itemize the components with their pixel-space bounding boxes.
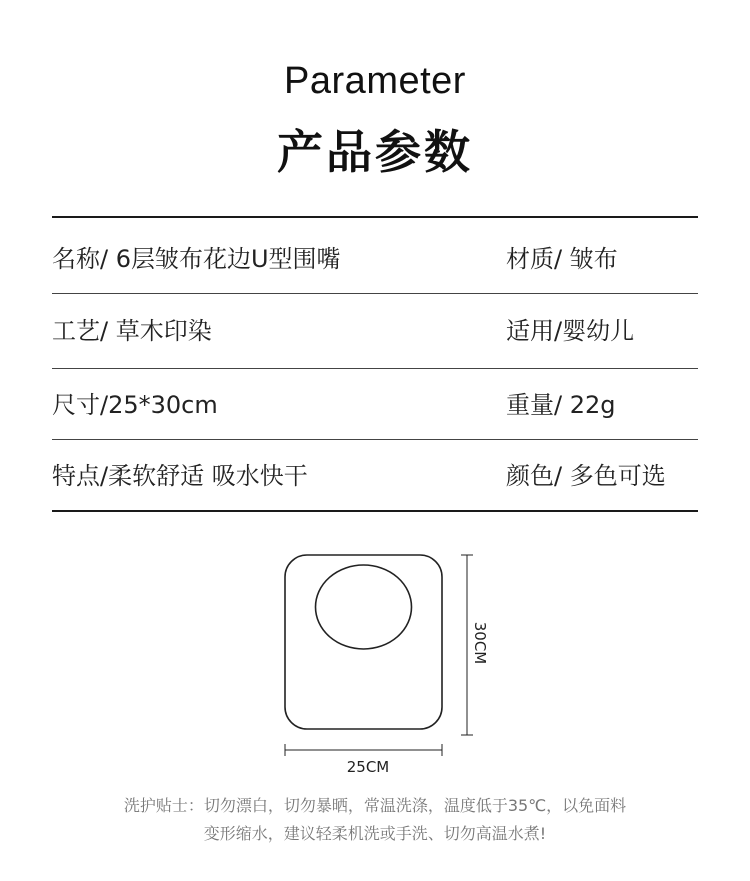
param-suitable: 适用/婴幼儿: [506, 317, 635, 345]
param-size: 尺寸/25*30cm: [52, 391, 218, 419]
bib-size-diagram: [270, 545, 490, 780]
param-name: 名称/ 6层皱布花边U型围嘴: [52, 245, 341, 273]
param-craft: 工艺/ 草木印染: [52, 317, 212, 345]
bib-neck-hole: [316, 565, 412, 649]
param-features: 特点/柔软舒适 吸水快干: [52, 462, 308, 490]
care-line-1: 洗护贴士：切勿漂白，切勿暴晒，常温洗涤，温度低于35℃，以免面料: [123, 796, 627, 815]
row-divider: [52, 293, 698, 294]
param-material: 材质/ 皱布: [506, 245, 618, 273]
care-line-2: 变形缩水，建议轻柔机洗或手洗、切勿高温水煮!: [203, 824, 547, 843]
row-divider: [52, 368, 698, 369]
title-chinese: 产品参数: [277, 125, 473, 179]
row-divider: [52, 439, 698, 440]
param-weight: 重量/ 22g: [506, 391, 616, 419]
width-label: 25CM: [346, 758, 390, 776]
table-top-border: [52, 216, 698, 218]
param-color: 颜色/ 多色可选: [506, 462, 666, 490]
title-english: Parameter: [284, 60, 466, 102]
table-bottom-border: [52, 510, 698, 512]
height-label: 30CM: [471, 621, 489, 665]
